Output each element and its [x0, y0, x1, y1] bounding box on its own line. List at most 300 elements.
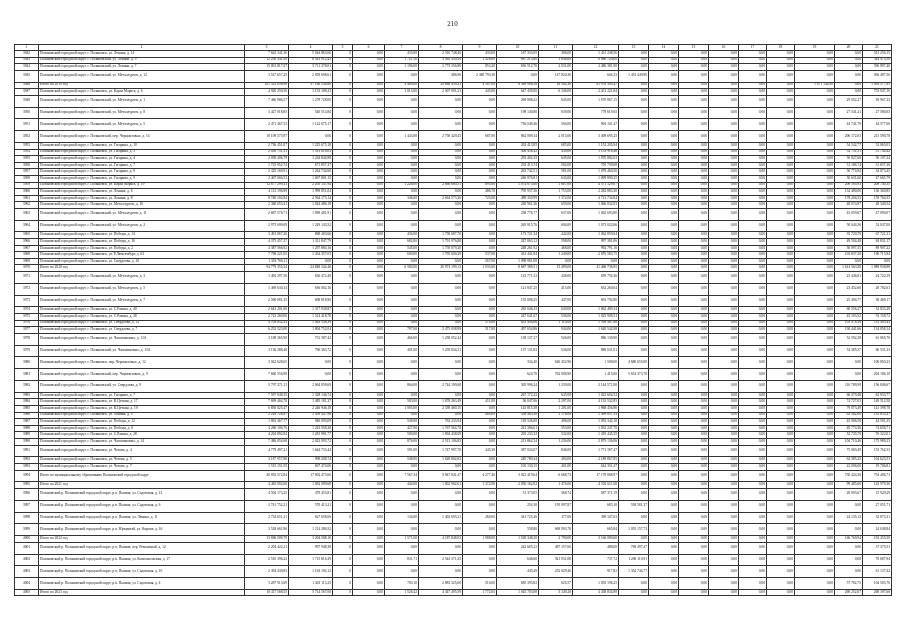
value-cell: 248 261,92 [497, 245, 539, 252]
value-cell: 2 325 160,91 [245, 169, 289, 176]
value-cell: 0,00 [619, 142, 649, 149]
value-cell: 0,00 [795, 169, 835, 176]
value-cell: 0,00 [679, 512, 709, 524]
value-cell: 0,00 [649, 208, 679, 220]
value-cell: 864,00 [385, 381, 419, 393]
value-cell: 2 050 751,31 [245, 149, 289, 156]
value-cell: 0 [333, 554, 353, 566]
value-cell: 116 789,99 [835, 381, 863, 393]
value-cell: 0,00 [353, 283, 385, 295]
value-cell: 0,00 [679, 333, 709, 345]
value-cell: 0,00 [619, 131, 649, 143]
value-cell: 0,00 [679, 488, 709, 500]
address-cell: Поляновский р. Поляновский городской округ, р.п. Пышма, ул. Садовская, д. 10 [39, 566, 245, 578]
value-cell: 0,00 [795, 208, 835, 220]
value-cell: 0,00 [463, 405, 497, 412]
value-cell: 0,00 [353, 220, 385, 232]
value-cell: 1 443,00 [385, 131, 419, 143]
value-cell: 0,00 [463, 295, 497, 307]
value-cell: 1 431 248,56 [573, 51, 619, 58]
value-cell: 79 073,49 [835, 405, 863, 412]
value-cell: 15 001 817,57 [245, 64, 289, 71]
value-cell: 0,00 [649, 239, 679, 246]
value-cell: 0,00 [709, 470, 739, 482]
address-cell: Поляновский городской округ, г. Поляновск, ул. Чехова, д. 5 [39, 457, 245, 464]
value-cell: 2 687 576,71 [245, 208, 289, 220]
value-cell: 0,00 [679, 119, 709, 131]
value-cell: 0,00 [739, 327, 767, 334]
value-cell: 0,00 [795, 202, 835, 209]
value-cell: 4 502 611,00 [573, 482, 619, 489]
value-cell: 0,00 [767, 307, 795, 314]
value-cell: 0,00 [709, 182, 739, 189]
value-cell: 0,00 [679, 320, 709, 327]
value-cell: 0 [333, 182, 353, 189]
value-cell: 558,80 [497, 524, 539, 536]
value-cell: 0,00 [353, 419, 385, 426]
value-cell: 0,00 [353, 64, 385, 71]
value-cell: 0 [333, 202, 353, 209]
value-cell: 0 [333, 405, 353, 412]
value-cell: 1 372,00 [539, 195, 573, 202]
value-cell: 0 [333, 189, 353, 196]
value-cell: 0,00 [679, 175, 709, 182]
value-cell: 0,00 [795, 175, 835, 182]
value-cell: 685,00 [539, 142, 573, 149]
value-cell: 7 798 221,05 [245, 252, 289, 259]
value-cell: 0 [333, 283, 353, 295]
value-cell: 0,00 [679, 542, 709, 554]
value-cell: 0,00 [739, 295, 767, 307]
value-cell: 0,00 [795, 536, 835, 543]
value-cell: 7 466 986,57 [245, 95, 289, 107]
value-cell: 536,00 [539, 314, 573, 321]
value-cell: 0,00 [767, 482, 795, 489]
value-cell: 15 499,00 [539, 265, 573, 272]
value-cell: 0,00 [739, 239, 767, 246]
address-cell: Поляновский городской округ, г. Поляновский, ул. Свердлова, д. 9 [39, 381, 245, 393]
value-cell: 0,00 [649, 175, 679, 182]
value-cell: 0,00 [649, 369, 679, 381]
value-cell: 0,00 [353, 202, 385, 209]
value-cell: 39 967,25 [863, 95, 892, 107]
value-cell: 74 727,03 [835, 399, 863, 406]
table-row [15, 189, 892, 196]
value-cell: 0,00 [835, 554, 863, 566]
value-cell: 0,00 [649, 119, 679, 131]
value-cell: 0 [333, 327, 353, 334]
value-cell: 0,00 [619, 265, 649, 272]
value-cell: 4 167,00 [463, 82, 497, 89]
value-cell: 0,00 [419, 524, 463, 536]
address-cell: Поляновский городской округ, г. Поляновск, ул. Чапплиновых, д. 14 [39, 438, 245, 445]
value-cell: 0 [333, 369, 353, 381]
value-cell: 0,00 [419, 149, 463, 156]
row-number-cell: 4003 [15, 566, 39, 578]
value-cell: 63 382,00 [835, 412, 863, 419]
value-cell: 0 [333, 438, 353, 445]
value-cell: 0,00 [619, 345, 649, 357]
value-cell: 1 214 286,52 [289, 524, 333, 536]
value-cell: 3 349,20 [539, 589, 573, 596]
value-cell: 0,00 [419, 295, 463, 307]
value-cell: 0,00 [463, 220, 497, 232]
value-cell: 0,00 [679, 405, 709, 412]
value-cell: 0,00 [619, 258, 649, 265]
value-cell: 604,33 [573, 70, 619, 82]
value-cell: 1 122 675,17 [289, 119, 333, 131]
table-row [15, 566, 892, 578]
value-cell: 5 044 863,66 [289, 51, 333, 58]
value-cell: 1 459 447,96 [289, 412, 333, 419]
value-cell: 0,00 [679, 381, 709, 393]
value-cell: 0,00 [619, 333, 649, 345]
value-cell: 608 818,90 [289, 295, 333, 307]
value-cell: 0,00 [709, 295, 739, 307]
value-cell: 0,00 [353, 119, 385, 131]
value-cell: 0,00 [767, 70, 795, 82]
value-cell: 0,00 [795, 57, 835, 64]
value-cell: 1 933,60 [463, 265, 497, 272]
value-cell: 136 360,85 [863, 189, 892, 196]
value-cell: 242 605,22 [497, 542, 539, 554]
value-cell: 488,00 [573, 542, 619, 554]
value-cell: 433,00 [463, 51, 497, 58]
data-table [14, 44, 892, 596]
value-cell: 31 186,74 [835, 162, 863, 169]
value-cell: 541 256,15 [863, 51, 892, 58]
value-cell: 0,00 [739, 438, 767, 445]
value-cell: 0,00 [649, 51, 679, 58]
row-number-cell: 3959 [15, 182, 39, 189]
address-cell: Поляновский городской округ, г. Поляновск, ул. С.Разина, д. 40 [39, 307, 245, 314]
value-cell: 0,00 [795, 566, 835, 578]
value-cell: 0,00 [463, 457, 497, 464]
value-cell: 198 140,80 [497, 107, 539, 119]
value-cell: 52 385,37 [835, 345, 863, 357]
value-cell: 1 066 032,03 [573, 202, 619, 209]
value-cell: 1 313 016,03 [289, 149, 333, 156]
value-cell: 0,00 [463, 566, 497, 578]
value-cell: 0,00 [709, 357, 739, 369]
value-cell: 0,00 [649, 333, 679, 345]
value-cell: 0,00 [289, 258, 333, 265]
value-cell: 0,00 [353, 295, 385, 307]
value-cell: 0,00 [739, 258, 767, 265]
value-cell: 57 782,75 [835, 578, 863, 590]
value-cell: 0,00 [289, 131, 333, 143]
value-cell: 0,00 [353, 195, 385, 202]
column-number-cell: 8 [419, 45, 463, 51]
value-cell: 540 514,84 [289, 107, 333, 119]
value-cell: 0,00 [463, 149, 497, 156]
value-cell: 0,00 [679, 327, 709, 334]
value-cell: 0,00 [679, 142, 709, 149]
value-cell: 0,00 [835, 51, 863, 58]
table-row [15, 381, 892, 393]
value-cell: 643,00 [539, 175, 573, 182]
value-cell: 3 187 957,88 [245, 457, 289, 464]
value-cell: 0,00 [649, 245, 679, 252]
value-cell: 0,00 [649, 457, 679, 464]
value-cell: 0,00 [739, 142, 767, 149]
value-cell: 0,00 [767, 412, 795, 419]
value-cell: 0,00 [709, 392, 739, 399]
value-cell: 0,00 [619, 425, 649, 432]
value-cell: 0,00 [739, 457, 767, 464]
value-cell: 0,00 [353, 51, 385, 58]
value-cell: 0,00 [649, 438, 679, 445]
value-cell: 106 850,23 [863, 357, 892, 369]
value-cell: 1 046,00 [539, 57, 573, 64]
value-cell: 52 592,28 [835, 333, 863, 345]
value-cell: 0,00 [353, 566, 385, 578]
value-cell: 0,00 [463, 169, 497, 176]
value-cell: 0,00 [419, 488, 463, 500]
value-cell: 0,00 [767, 169, 795, 176]
value-cell: 0,00 [709, 272, 739, 284]
value-cell: 3 042 628,65 [245, 357, 289, 369]
value-cell: 0,00 [385, 95, 419, 107]
value-cell: 0,00 [353, 272, 385, 284]
value-cell: 0,00 [767, 524, 795, 536]
value-cell: 0,00 [679, 258, 709, 265]
value-cell: 487 157,60 [539, 542, 573, 554]
value-cell: 6 233 523,00 [245, 327, 289, 334]
value-cell: 0,00 [385, 369, 419, 381]
column-number-cell: 5 [333, 45, 353, 51]
value-cell: 587 371,19 [573, 488, 619, 500]
value-cell: 0,00 [767, 470, 795, 482]
value-cell: 0,00 [385, 542, 419, 554]
row-number-cell: 3973 [15, 295, 39, 307]
value-cell: 0,00 [679, 89, 709, 96]
value-cell: 0 [333, 89, 353, 96]
address-cell: Поляновский городской округ, г. Поляновский, ул. Металлургов, д. 5 [39, 119, 245, 131]
value-cell: 0 [333, 57, 353, 64]
value-cell: 1 433 449,90 [619, 70, 649, 82]
value-cell: 8 086 720,00 [573, 57, 619, 64]
value-cell: 0,00 [795, 412, 835, 419]
address-cell: Поляновский городской округ, г. Поляновск, ул. Гагарина, д. 9 [39, 175, 245, 182]
value-cell: 0,00 [419, 162, 463, 169]
value-cell: 0,00 [419, 357, 463, 369]
value-cell: 0,00 [619, 589, 649, 596]
value-cell: 2 059 698,61 [289, 70, 333, 82]
value-cell: 265 046,43 [497, 307, 539, 314]
table-row [15, 399, 892, 406]
value-cell: 762 008,90 [539, 369, 573, 381]
address-cell: Поляновский городской округ, г. Поляновский, ул. Металлургов, д. 11 [39, 208, 245, 220]
value-cell: 0,00 [795, 419, 835, 426]
value-cell: 368,74 [539, 488, 573, 500]
value-cell: 2 486 381,90 [573, 64, 619, 71]
value-cell: 0,00 [619, 208, 649, 220]
value-cell: 1 074 875,00 [497, 182, 539, 189]
value-cell: 0,00 [679, 357, 709, 369]
value-cell: 846,00 [539, 445, 573, 457]
value-cell: 1 239 834,31 [419, 345, 463, 357]
value-cell: 0,00 [419, 220, 463, 232]
value-cell: 135 835,47 [863, 412, 892, 419]
value-cell: 0,00 [679, 445, 709, 457]
value-cell: 997 948,38 [289, 542, 333, 554]
value-cell: 0,00 [679, 589, 709, 596]
value-cell: 29 868 439,23 [419, 82, 463, 89]
value-cell: 0,00 [739, 320, 767, 327]
value-cell: 0,00 [709, 149, 739, 156]
value-cell: 0,00 [767, 64, 795, 71]
table-row [15, 64, 892, 71]
value-cell: 0,00 [419, 169, 463, 176]
value-cell: 4 438 834,98 [573, 589, 619, 596]
value-cell: 636 002,16 [289, 283, 333, 295]
value-cell: 0,00 [795, 307, 835, 314]
value-cell: 0,00 [795, 131, 835, 143]
value-cell: 0,00 [709, 445, 739, 457]
value-cell: 8 740 102,84 [245, 195, 289, 202]
value-cell: 4 204 892,84 [245, 432, 289, 439]
value-cell: 0,00 [385, 283, 419, 295]
row-number-cell: 3971 [15, 272, 39, 284]
value-cell: 265 915,76 [497, 220, 539, 232]
value-cell: 0,00 [767, 107, 795, 119]
value-cell: 1 062 693,80 [573, 208, 619, 220]
value-cell: 0,00 [679, 189, 709, 196]
value-cell: 0,00 [353, 589, 385, 596]
value-cell: 305 996,24 [497, 381, 539, 393]
value-cell: 0,00 [649, 399, 679, 406]
value-cell: 0,00 [739, 64, 767, 71]
value-cell: 0,00 [649, 405, 679, 412]
value-cell: 0,00 [353, 463, 385, 470]
value-cell: 1 326,00 [463, 57, 497, 64]
value-cell: 0,00 [739, 345, 767, 357]
value-cell: 0,00 [767, 369, 795, 381]
value-cell: 0,00 [419, 107, 463, 119]
value-cell: 7 660 556,98 [245, 369, 289, 381]
value-cell: 166 760,94 [835, 536, 863, 543]
value-cell: 0,00 [353, 175, 385, 182]
value-cell: 344 973,50 [863, 57, 892, 64]
table-row [15, 70, 892, 82]
value-cell: 0,00 [679, 457, 709, 464]
value-cell: 0,00 [835, 258, 863, 265]
value-cell: 0,00 [619, 295, 649, 307]
value-cell: 0 [333, 295, 353, 307]
value-cell: 2 144 571,80 [573, 381, 619, 393]
value-cell: 0,00 [619, 95, 649, 107]
value-cell: 0,00 [795, 488, 835, 500]
value-cell: 0,00 [385, 295, 419, 307]
value-cell: 2 064 858,69 [289, 381, 333, 393]
value-cell: 2 058 406,79 [245, 156, 289, 163]
value-cell: 2 744 190,68 [419, 381, 463, 393]
address-cell: Поляновский городской округ, г. Поляновский, ул. Ленина, д. 9 [39, 57, 245, 64]
value-cell: 4 920 250,56 [245, 89, 289, 96]
value-cell: 0,00 [619, 438, 649, 445]
value-cell: 444,00 [385, 482, 419, 489]
value-cell: 0,00 [767, 327, 795, 334]
value-cell: 0,00 [463, 438, 497, 445]
value-cell: 1 239,00 [539, 381, 573, 393]
value-cell: 0,00 [619, 399, 649, 406]
value-cell: 0,00 [353, 432, 385, 439]
address-cell: Поляновский городской округ, г. Поляновск, пер. Чермонтовых, д. 12 [39, 357, 245, 369]
value-cell: 0 [333, 245, 353, 252]
value-cell: 0,00 [739, 57, 767, 64]
address-cell: Поляновский городской округ, г. Поляновск, ул. Победы, д. 12 [39, 419, 245, 426]
value-cell: 1 499 857,33 [573, 412, 619, 419]
table-row [15, 283, 892, 295]
value-cell: 2 736 451,07 [245, 142, 289, 149]
table-row [15, 258, 892, 265]
value-cell: 1 863 467,77 [245, 419, 289, 426]
value-cell: 103 837,20 [835, 252, 863, 259]
column-number-cell: 7 [385, 45, 419, 51]
table-row [15, 232, 892, 239]
value-cell: 1 508,00 [573, 357, 619, 369]
value-cell: 0,00 [739, 463, 767, 470]
value-cell: 0,00 [649, 70, 679, 82]
value-cell: 0,00 [619, 239, 649, 246]
value-cell: 51 744,42 [863, 149, 892, 156]
value-cell: 626 452,96 [539, 357, 573, 369]
value-cell: 3 527 657,25 [245, 70, 289, 82]
value-cell: 0,00 [649, 64, 679, 71]
value-cell: 1 434 357,05 [289, 252, 333, 259]
value-cell: 0,00 [767, 258, 795, 265]
value-cell: 0 [333, 392, 353, 399]
value-cell: 0,00 [619, 327, 649, 334]
table-row [15, 405, 892, 412]
value-cell: 1 249,00 [539, 252, 573, 259]
value-cell: 3 365 450,50 [419, 57, 463, 64]
value-cell: 756 049,46 [497, 119, 539, 131]
value-cell: 1 485 181,37 [289, 399, 333, 406]
value-cell: 0,00 [795, 405, 835, 412]
value-cell: 246 976,81 [497, 175, 539, 182]
value-cell: 6 346,00 [539, 89, 573, 96]
value-cell: 0,00 [619, 405, 649, 412]
value-cell: 0,00 [767, 51, 795, 58]
value-cell: 0,00 [795, 524, 835, 536]
value-cell: 0,00 [419, 320, 463, 327]
value-cell: 567,00 [463, 258, 497, 265]
value-cell: 1 771 397,47 [573, 445, 619, 457]
value-cell: 53 158,72 [863, 314, 892, 321]
value-cell: 0,00 [463, 542, 497, 554]
value-cell: 0,00 [739, 554, 767, 566]
value-cell: 0,00 [649, 357, 679, 369]
row-number-cell: 3956 [15, 162, 39, 169]
value-cell: 598,00 [539, 239, 573, 246]
value-cell: 51 373,05 [497, 488, 539, 500]
value-cell: 537,00 [463, 252, 497, 259]
value-cell: 1 492 297,50 [245, 272, 289, 284]
address-cell: Поляновский городской округ, г. Поляновск, ул. Чехова, д. 7 [39, 463, 245, 470]
value-cell: 0,00 [573, 258, 619, 265]
value-cell: 0 [333, 566, 353, 578]
value-cell: 0,00 [385, 412, 419, 419]
value-cell: 0,00 [679, 107, 709, 119]
value-cell: 868 403,66 [289, 232, 333, 239]
value-cell: 2 564 175,14 [289, 195, 333, 202]
value-cell: 178 204,53 [835, 195, 863, 202]
value-cell: 27 051,71 [863, 500, 892, 512]
value-cell: 0,00 [767, 457, 795, 464]
value-cell: 1 988,00 [463, 536, 497, 543]
